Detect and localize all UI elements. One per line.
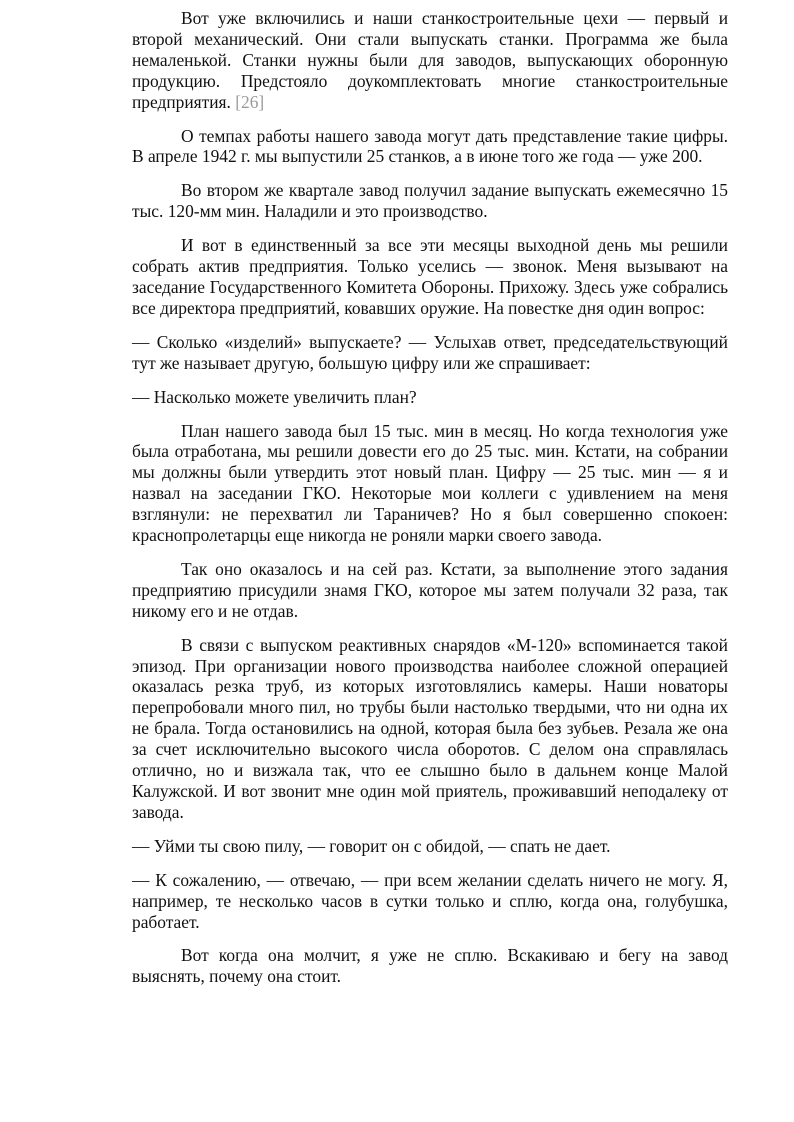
- dialogue-paragraph: — Насколько можете увеличить план?: [132, 386, 417, 407]
- dialogue-paragraph: — Уйми ты свою пилу, — говорит он с обидой, — спать не дает.: [132, 835, 611, 856]
- paragraph: И вот в единственный за все эти месяцы выходной день мы решили собрать актив предприятия. Только уселись — звонок. Меня вызывают на заседание Государственного Комитета Обороны. Прихожу. Здесь уже собрались все директора предприятий, ковавших оружие. На повестке дня один вопрос:: [132, 235, 728, 318]
- dialogue-paragraph: — Сколько «изделий» выпускаете? — Услыхав ответ, председательствующий тут же называет другую, большую цифру или же спрашивает:: [132, 331, 728, 373]
- paragraph: Во втором же квартале завод получил задание выпускать ежемесячно 15 тыс. 120-мм мин. Наладили и это производство.: [132, 180, 728, 222]
- paragraph: [132, 8, 728, 113]
- paragraph: В связи с выпуском реактивных снарядов «М-120» вспоминается такой эпизод. При организации нового производства наиболее сложной операцией оказалась резка труб, из которых изготовлялись камеры. Наши новаторы перепробовали много пил, но трубы были настолько твердыми, что ни одна их не брала. Тогда остановились на одной, которая была без зубьев. Резала же она за счет исключительно высокого числа оборотов. С делом она справлялась отлично, но и визжала так, что ее слышно было в дальнем конце Малой Калужской. И вот звонит мне один мой приятель, проживавший неподалеку от завода.: [132, 634, 728, 822]
- dialogue-paragraph: — К сожалению, — отвечаю, — при всем желании сделать ничего не могу. Я, например, те несколько часов в сутки только и сплю, когда она, голубушка, работает.: [132, 869, 728, 932]
- paragraph: О темпах работы нашего завода могут дать представление такие цифры. В апреле 1942 г. мы выпустили 25 станков, а в июне того же года — уже 200.: [132, 125, 728, 167]
- document-page: [132, 8, 728, 1000]
- paragraph: Так оно оказалось и на сей раз. Кстати, за выполнение этого задания предприятию присудили знамя ГКО, которое мы затем получали 32 раза, так никому его и не отдав.: [132, 558, 728, 621]
- footnote-link[interactable]: [26]: [235, 91, 265, 112]
- paragraph: Вот когда она молчит, я уже не сплю. Вскакиваю и бегу на завод выяснять, почему она стоит.: [132, 945, 728, 987]
- paragraph: План нашего завода был 15 тыс. мин в месяц. Но когда технология уже была отработана, мы решили довести его до 25 тыс. мин. Кстати, на собрании мы должны были утвердить этот новый план. Цифру — 25 тыс. мин — я и назвал на заседании ГКО. Некоторые мои коллеги с удивлением на меня взглянули: не перехватил ли Тараничев? Но я был совершенно спокоен: краснопролетарцы еще никогда не роняли марки своего завода.: [132, 420, 728, 546]
- paragraph-text: Вот уже включились и наши станкостроительные цехи — первый и второй механический. Они стали выпускать станки. Программа же была немаленькой. Станки нужны были для заводов, выпускающих оборонную продукцию. Предстояло доукомплектовать многие станкостроительные предприятия.: [132, 8, 728, 112]
